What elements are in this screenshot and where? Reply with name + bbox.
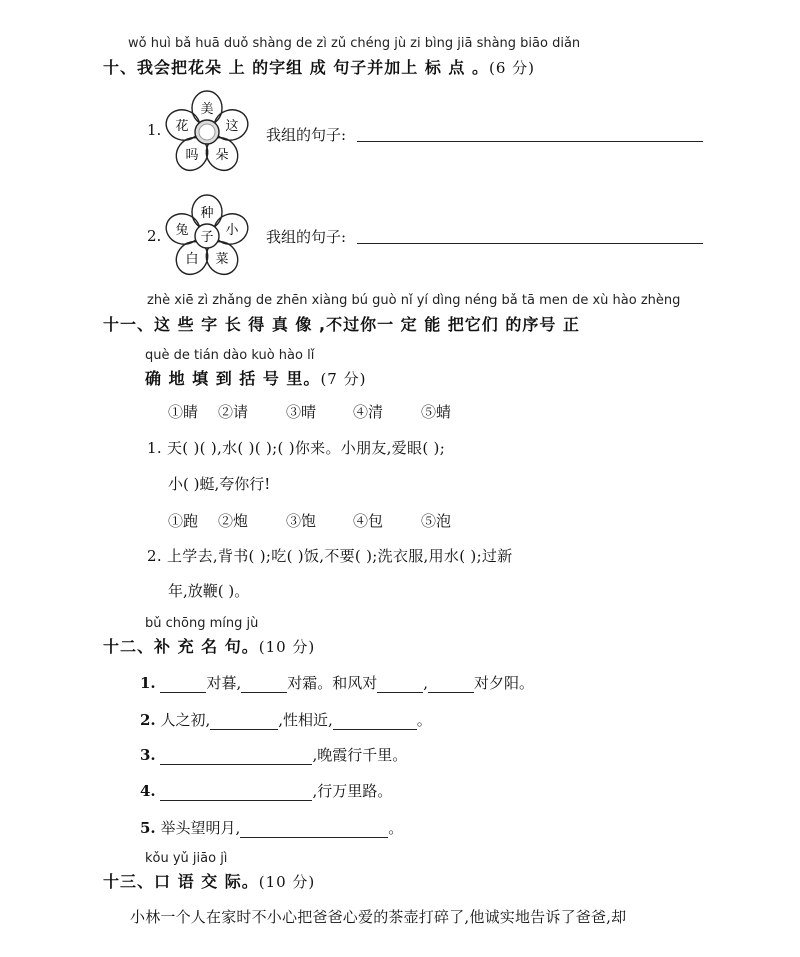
s11-opt: ④包 [353, 512, 384, 530]
s11-opt: ③晴 [286, 403, 317, 421]
s12-title: 十二、补 充 名 句。 [103, 637, 259, 656]
blank[interactable] [377, 678, 423, 693]
s10-item2-prompt: 我组的句子: [266, 228, 347, 246]
flower-1 [163, 88, 251, 176]
s11-points: (7 分) [320, 370, 367, 388]
s13-pinyin: kǒu yǔ jiāo jì [145, 851, 228, 866]
s10-heading [103, 55, 535, 78]
q-text: ,晚霞行千里。 [312, 746, 408, 764]
s11-opt: ⑤泡 [421, 512, 452, 530]
s11-heading-2 [145, 366, 366, 389]
s11-opt: ②炮 [218, 512, 249, 530]
petal-text: 吗 [185, 148, 199, 163]
s11-opt: ④清 [353, 403, 384, 421]
blank[interactable] [210, 715, 278, 730]
s11-q1-line2: 小( )蜓,夸你行! [168, 475, 271, 493]
q-text: ,性相近, [278, 711, 333, 729]
q-num: 3. [140, 746, 156, 764]
q-num: 5. [140, 819, 156, 837]
s12-q2 [140, 709, 432, 730]
petal-text: 花 [175, 119, 189, 134]
s12-q3 [140, 744, 407, 765]
q-text: 。 [416, 711, 432, 729]
q-text: 对霜。和风对 [287, 674, 378, 692]
flower-2 [163, 192, 251, 280]
blank[interactable] [241, 678, 287, 693]
blank[interactable] [160, 786, 312, 801]
s11-opt: ①睛 [168, 403, 199, 421]
s13-paragraph: 小林一个人在家时不小心把爸爸心爱的茶壶打碎了,他诚实地告诉了爸爸,却 [130, 908, 627, 926]
s10-points: (6 分) [489, 59, 536, 77]
petal-text: 小 [225, 223, 239, 238]
s12-q1 [140, 672, 534, 693]
s10-item2-num: 2. [147, 227, 162, 245]
s11-opt: ⑤蜻 [421, 403, 452, 421]
s12-q4 [140, 780, 392, 801]
s11-title-1: 十一、这 些 字 长 得 真 像 ,不过你一 定 能 把它们 的序号 正 [103, 315, 580, 334]
s10-pinyin: wǒ huì bǎ huā duǒ shàng de zì zǔ chéng jù zi bìng jiā shàng biāo diǎn [128, 36, 581, 51]
blank[interactable] [240, 823, 388, 838]
q-text: 举头望明月, [160, 819, 241, 837]
q-text: , [423, 674, 429, 692]
answer-line-2[interactable] [357, 243, 703, 244]
s11-pinyin-1: zhè xiē zì zhǎng de zhēn xiàng bú guò nǐ yí dìng néng bǎ tā men de xù hào zhèng [147, 293, 681, 308]
s11-title-2: 确 地 填 到 括 号 里。 [145, 369, 321, 388]
petal-text: 白 [185, 252, 199, 267]
s11-pinyin-2: què de tián dào kuò hào lǐ [145, 348, 315, 363]
s11-opt: ②请 [218, 403, 249, 421]
s11-q2-line2: 年,放鞭( )。 [168, 582, 250, 600]
s11-q2-line1: 2. 上学去,背书( );吃( )饭,不要( );洗衣服,用水( );过新 [147, 547, 513, 565]
q-num: 4. [140, 782, 156, 800]
petal-text: 美 [200, 102, 214, 117]
s10-title: 十、我会把花朵 上 的字组 成 句子并加上 标 点 。 [103, 58, 489, 77]
blank[interactable] [333, 715, 417, 730]
s12-heading [103, 634, 315, 657]
q-text: ,行万里路。 [312, 782, 393, 800]
q-text: 人之初, [160, 711, 211, 729]
petal-text: 种 [200, 206, 214, 221]
s13-heading [103, 869, 315, 892]
q-text: 对暮, [206, 674, 242, 692]
s13-points: (10 分) [258, 873, 316, 891]
s10-item1-prompt: 我组的句子: [266, 126, 347, 144]
q-num: 1. [140, 674, 156, 692]
s11-q1-line1: 1. 天( )( ),水( )( );( )你来。小朋友,爱眼( ); [147, 439, 446, 457]
s11-opt: ①跑 [168, 512, 199, 530]
s12-pinyin: bǔ chōng míng jù [145, 616, 259, 631]
blank[interactable] [428, 678, 474, 693]
q-text: 。 [388, 819, 404, 837]
s12-q5 [140, 817, 403, 838]
petal-text: 兔 [175, 223, 189, 238]
blank[interactable] [160, 678, 206, 693]
s10-item1-num: 1. [147, 121, 162, 139]
petal-text: 朵 [215, 148, 229, 163]
q-text: 对夕阳。 [474, 674, 535, 692]
blank[interactable] [160, 750, 312, 765]
answer-line-1[interactable] [357, 141, 703, 142]
s13-title: 十三、口 语 交 际。 [103, 872, 259, 891]
s12-points: (10 分) [258, 638, 316, 656]
petal-text: 这 [225, 119, 239, 134]
petal-text: 菜 [215, 252, 229, 267]
s11-opt: ③饱 [286, 512, 317, 530]
flower-center-text: 子 [200, 230, 214, 245]
q-num: 2. [140, 711, 156, 729]
